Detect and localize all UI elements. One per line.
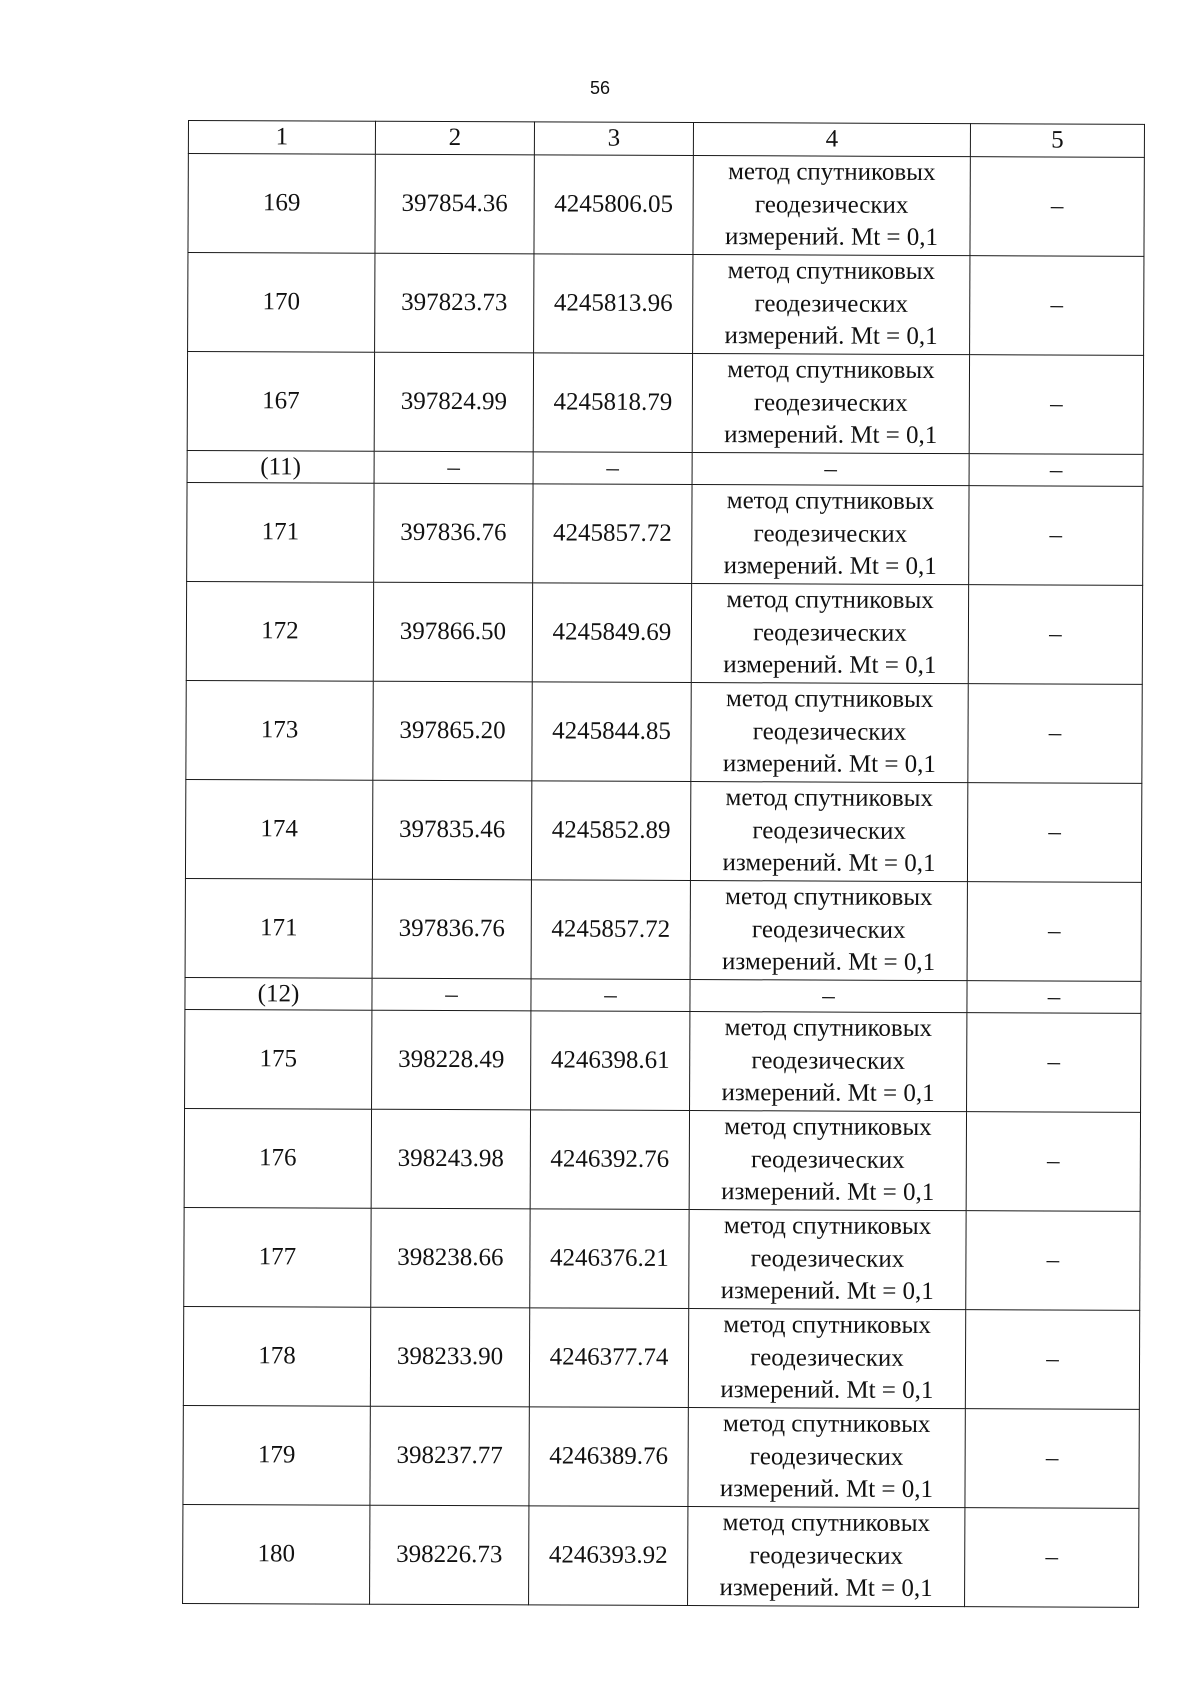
method-text: метод спутниковых геодезических измерений. Mt = 0,1: [721, 1014, 935, 1108]
method-cell: [690, 1012, 967, 1112]
method-cell: [689, 1210, 966, 1310]
x-coordinate-cell: –: [372, 978, 531, 1011]
x-coordinate-cell: 398243.98: [371, 1109, 530, 1209]
x-coordinate-cell: 397866.50: [373, 582, 532, 682]
method-cell: [688, 1408, 965, 1508]
method-cell: [688, 1309, 965, 1409]
note-cell: –: [968, 684, 1142, 784]
column-header: 1: [188, 121, 375, 155]
table-row: [185, 1009, 1141, 1112]
method-cell: [690, 881, 967, 981]
point-number-cell: (12): [185, 977, 372, 1010]
note-cell: –: [968, 585, 1142, 685]
method-cell: [693, 255, 970, 355]
point-number-cell: 173: [186, 680, 373, 780]
method-text: метод спутниковых геодезических измерений. Mt = 0,1: [723, 586, 937, 680]
table-row: [184, 1108, 1140, 1211]
method-text: метод спутниковых геодезических измерений. Mt = 0,1: [720, 1311, 934, 1405]
contour-separator-row: [187, 450, 1143, 486]
y-coordinate-cell: 4246377.74: [529, 1308, 688, 1408]
method-text: метод спутниковых геодезических измерений. Mt = 0,1: [724, 257, 938, 351]
table-row: [187, 352, 1143, 455]
method-text: метод спутниковых геодезических измерений. Mt = 0,1: [724, 158, 939, 252]
table-row: [183, 1504, 1139, 1607]
method-cell: [693, 156, 970, 256]
point-number-cell: 180: [183, 1504, 370, 1604]
point-number-cell: (11): [187, 450, 374, 483]
method-text: метод спутниковых геодезических измерений. Mt = 0,1: [720, 1212, 934, 1306]
point-number-cell: 169: [188, 154, 375, 254]
y-coordinate-cell: 4245849.69: [532, 583, 691, 683]
note-cell: –: [967, 1013, 1141, 1113]
x-coordinate-cell: 398238.66: [371, 1208, 530, 1308]
y-coordinate-cell: 4246389.76: [529, 1407, 688, 1507]
point-number-cell: 171: [185, 878, 372, 978]
table-header-row: [188, 121, 1144, 158]
x-coordinate-cell: 397823.73: [375, 253, 534, 353]
note-cell: –: [966, 1211, 1140, 1311]
y-coordinate-cell: 4246392.76: [530, 1110, 689, 1210]
point-number-cell: 175: [185, 1009, 372, 1109]
point-number-cell: 174: [185, 779, 372, 879]
method-text: метод спутниковых геодезических измерений. Mt = 0,1: [719, 1509, 933, 1603]
column-header: 4: [693, 123, 970, 157]
method-text: метод спутниковых геодезических измерений. Mt = 0,1: [724, 356, 938, 450]
method-cell: –: [692, 453, 969, 486]
x-coordinate-cell: 397836.76: [372, 879, 531, 979]
method-cell: [691, 683, 968, 783]
y-coordinate-cell: 4245818.79: [533, 353, 692, 453]
table-row: [188, 154, 1144, 257]
x-coordinate-cell: 398237.77: [370, 1406, 529, 1506]
point-number-cell: 170: [188, 253, 375, 353]
note-cell: –: [970, 157, 1144, 257]
method-cell: [690, 782, 967, 882]
x-coordinate-cell: 397854.36: [375, 154, 534, 254]
x-coordinate-cell: 397835.46: [372, 780, 531, 880]
coordinates-table: [182, 120, 1145, 1608]
point-number-cell: 178: [183, 1306, 370, 1406]
point-number-cell: 177: [184, 1207, 371, 1307]
point-number-cell: 171: [187, 482, 374, 582]
column-header: 5: [970, 124, 1144, 158]
contour-separator-row: [185, 977, 1141, 1013]
y-coordinate-cell: 4245857.72: [531, 880, 690, 980]
y-coordinate-cell: –: [533, 452, 692, 485]
table-row: [188, 253, 1144, 356]
method-text: метод спутниковых геодезических измерений. Mt = 0,1: [721, 1113, 935, 1207]
note-cell: –: [970, 256, 1144, 356]
y-coordinate-cell: 4246398.61: [531, 1011, 690, 1111]
x-coordinate-cell: 397824.99: [374, 352, 533, 452]
x-coordinate-cell: 397865.20: [373, 681, 532, 781]
method-cell: [689, 1111, 966, 1211]
y-coordinate-cell: 4245844.85: [532, 682, 691, 782]
y-coordinate-cell: 4245813.96: [534, 254, 693, 354]
method-text: метод спутниковых геодезических измерений. Mt = 0,1: [722, 883, 936, 977]
page-number: 56: [589, 78, 611, 98]
y-coordinate-cell: 4246376.21: [530, 1209, 689, 1309]
note-cell: –: [966, 1112, 1140, 1212]
table-row: [185, 779, 1141, 882]
table-row: [186, 680, 1142, 783]
column-header: 2: [375, 121, 534, 155]
x-coordinate-cell: –: [374, 451, 533, 484]
note-cell: –: [967, 783, 1141, 883]
note-cell: –: [965, 1310, 1139, 1410]
note-cell: –: [967, 882, 1141, 982]
method-text: метод спутниковых геодезических измерений. Mt = 0,1: [719, 1410, 934, 1504]
column-header: 3: [534, 122, 693, 156]
x-coordinate-cell: 398228.49: [372, 1010, 531, 1110]
method-cell: [688, 1507, 965, 1607]
note-cell: –: [969, 454, 1143, 487]
y-coordinate-cell: –: [531, 979, 690, 1012]
table-body: [183, 121, 1145, 1608]
note-cell: –: [969, 355, 1143, 455]
method-text: метод спутниковых геодезических измерений. Mt = 0,1: [723, 487, 937, 581]
table-row: [183, 1405, 1139, 1508]
note-cell: –: [967, 981, 1141, 1014]
table-row: [187, 482, 1143, 585]
y-coordinate-cell: 4245806.05: [534, 155, 693, 255]
note-cell: –: [969, 486, 1143, 586]
y-coordinate-cell: 4245857.72: [533, 484, 692, 584]
note-cell: –: [965, 1409, 1139, 1509]
method-cell: –: [690, 980, 967, 1013]
method-cell: [691, 584, 968, 684]
point-number-cell: 179: [183, 1405, 370, 1505]
point-number-cell: 176: [184, 1108, 371, 1208]
method-text: метод спутниковых геодезических измерений. Mt = 0,1: [722, 784, 936, 878]
x-coordinate-cell: 397836.76: [374, 483, 533, 583]
y-coordinate-cell: 4245852.89: [531, 781, 690, 881]
table-row: [183, 1306, 1139, 1409]
table-row: [186, 581, 1142, 684]
method-text: метод спутниковых геодезических измерений. Mt = 0,1: [722, 685, 937, 779]
point-number-cell: 172: [186, 581, 373, 681]
x-coordinate-cell: 398226.73: [370, 1505, 529, 1605]
note-cell: –: [965, 1508, 1139, 1608]
table-row: [184, 1207, 1140, 1310]
x-coordinate-cell: 398233.90: [370, 1307, 529, 1407]
point-number-cell: 167: [187, 352, 374, 452]
method-cell: [692, 354, 969, 454]
y-coordinate-cell: 4246393.92: [529, 1506, 688, 1606]
table-row: [185, 878, 1141, 981]
method-cell: [692, 485, 969, 585]
